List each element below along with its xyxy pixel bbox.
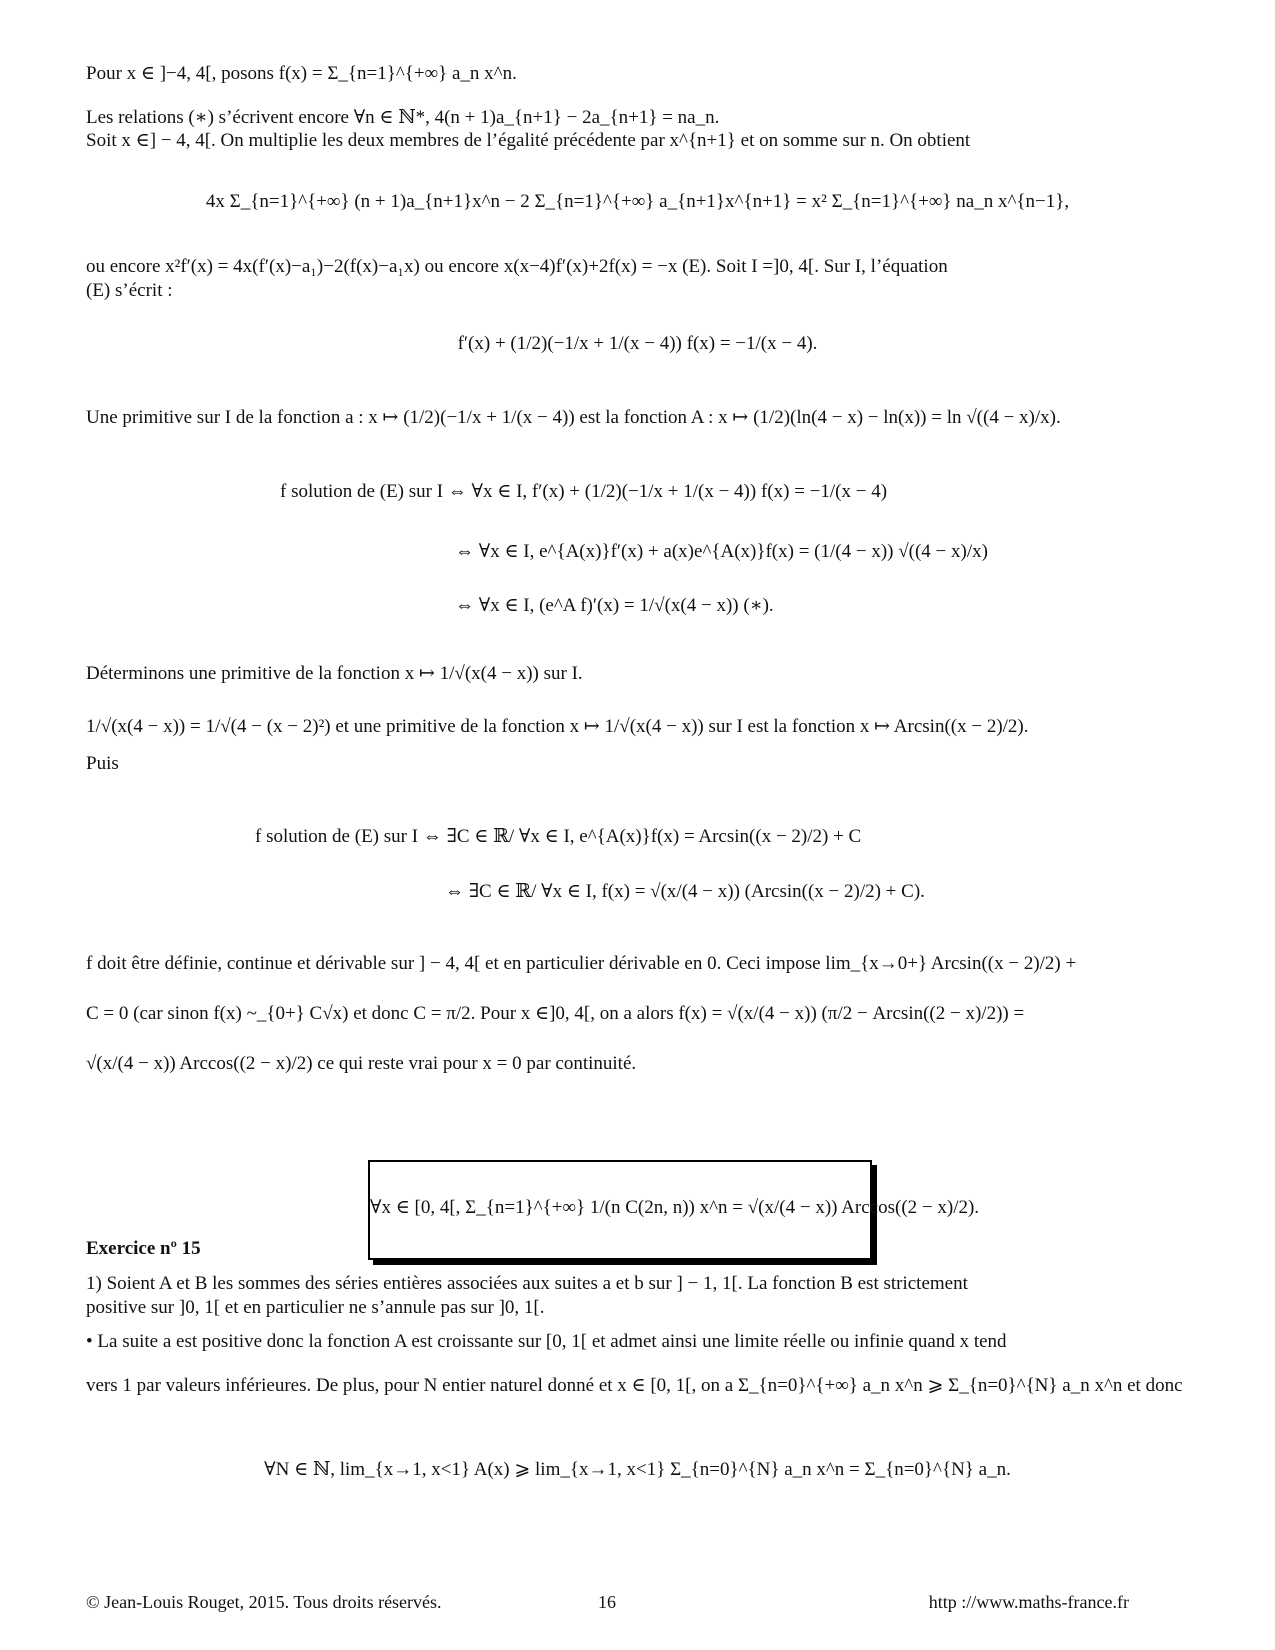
- text-line: 1/√(x(4 − x)) = 1/√(4 − (x − 2)²) et une primitive de la fonction x ↦ 1/√(x(4 − x)) sur I est la fonction x ↦ Arcsin((x − 2)/2).: [86, 716, 1029, 737]
- text-line: C = 0 (car sinon f(x) ~_{0+} C√x) et donc C = π/2. Pour x ∈]0, 4[, on a alors f(x) = √(x/(4 − x)) (π/2 − Arcsin((2 − x)/2)) =: [86, 1003, 1025, 1024]
- display-equation: ∀N ∈ ℕ, lim_{x→1, x<1} A(x) ⩾ lim_{x→1, x<1} Σ_{n=0}^{N} a_n x^n = Σ_{n=0}^{N} a_n.: [264, 1459, 1011, 1480]
- display-equation: ⇔ ∃C ∈ ℝ/ ∀x ∈ I, f(x) = √(x/(4 − x)) (Arcsin((x − 2)/2) + C).: [445, 881, 925, 902]
- text-line: Une primitive sur I de la fonction a : x ↦ (1/2)(−1/x + 1/(x − 4)) est la fonction A : x ↦ (1/2)(ln(4 − x) − ln(x)) = ln √((4 − x)/x).: [86, 407, 1061, 428]
- text-line: Pour x ∈ ]−4, 4[, posons f(x) = Σ_{n=1}^{+∞} a_n x^n.: [86, 63, 517, 84]
- boxed-result: [368, 1160, 980, 1260]
- display-equation: 4x Σ_{n=1}^{+∞} (n + 1)a_{n+1}x^n − 2 Σ_{n=1}^{+∞} a_{n+1}x^{n+1} = x² Σ_{n=1}^{+∞} na_n x^{n−1},: [205, 191, 1070, 212]
- footer-copyright: © Jean-Louis Rouget, 2015. Tous droits réservés.: [86, 1592, 442, 1612]
- exercise-title: Exercice nº 15: [86, 1238, 201, 1259]
- text-line: • La suite a est positive donc la fonction A est croissante sur [0, 1[ et admet ainsi une limite réelle ou infinie quand x tend: [86, 1331, 1007, 1352]
- text-line: 1) Soient A et B les sommes des séries entières associées aux suites a et b sur ] − 1, 1[. La fonction B est strictement: [86, 1273, 968, 1294]
- boxed-formula: ∀x ∈ [0, 4[, Σ_{n=1}^{+∞} 1/(n C(2n, n)) x^n = √(x/(4 − x)) Arccos((2 − x)/2).: [370, 1197, 980, 1218]
- display-equation: f solution de (E) sur I ⇔ ∃C ∈ ℝ/ ∀x ∈ I, e^{A(x)}f(x) = Arcsin((x − 2)/2) + C: [255, 826, 862, 847]
- text-line: Déterminons une primitive de la fonction x ↦ 1/√(x(4 − x)) sur I.: [86, 663, 583, 684]
- display-equation: f′(x) + (1/2)(−1/x + 1/(x − 4)) f(x) = −1/(x − 4).: [457, 333, 818, 354]
- text-line: √(x/(4 − x)) Arccos((2 − x)/2) ce qui reste vrai pour x = 0 par continuité.: [86, 1053, 637, 1074]
- text-line: ou encore x²f′(x) = 4x(f′(x)−a₁)−2(f(x)−a₁x) ou encore x(x−4)f′(x)+2f(x) = −x (E). Soit I =]0, 4[. Sur I, l’équation: [86, 256, 948, 277]
- page-number: 16: [598, 1592, 616, 1612]
- display-equation: f solution de (E) sur I ⇔ ∀x ∈ I, f′(x) + (1/2)(−1/x + 1/(x − 4)) f(x) = −1/(x − 4): [280, 481, 888, 502]
- text-line: Puis: [86, 753, 119, 774]
- text-line: Soit x ∈] − 4, 4[. On multiplie les deux membres de l’égalité précédente par x^{n+1} et on somme sur n. On obtient: [86, 130, 971, 151]
- text-line: positive sur ]0, 1[ et en particulier ne s’annule pas sur ]0, 1[.: [86, 1297, 545, 1318]
- footer-url[interactable]: http ://www.maths-france.fr: [928, 1592, 1129, 1612]
- text-line: vers 1 par valeurs inférieures. De plus, pour N entier naturel donné et x ∈ [0, 1[, on a Σ_{n=0}^{+∞} a_n x^n ⩾ Σ_{n=0}^{N} a_n x^n et donc: [86, 1375, 1183, 1396]
- text-line: (E) s’écrit :: [86, 280, 173, 301]
- display-equation: ⇔ ∀x ∈ I, e^{A(x)}f′(x) + a(x)e^{A(x)}f(x) = (1/(4 − x)) √((4 − x)/x): [455, 541, 988, 562]
- text-line: f doit être définie, continue et dérivable sur ] − 4, 4[ et en particulier dérivable en 0. Ceci impose lim_{x→0+} Arcsin((x − 2)/2) +: [86, 953, 1077, 974]
- text-line: Les relations (∗) s’écrivent encore ∀n ∈ ℕ*, 4(n + 1)a_{n+1} − 2a_{n+1} = na_n.: [86, 107, 720, 128]
- display-equation: ⇔ ∀x ∈ I, (e^A f)′(x) = 1/√(x(4 − x)) (∗).: [455, 595, 774, 616]
